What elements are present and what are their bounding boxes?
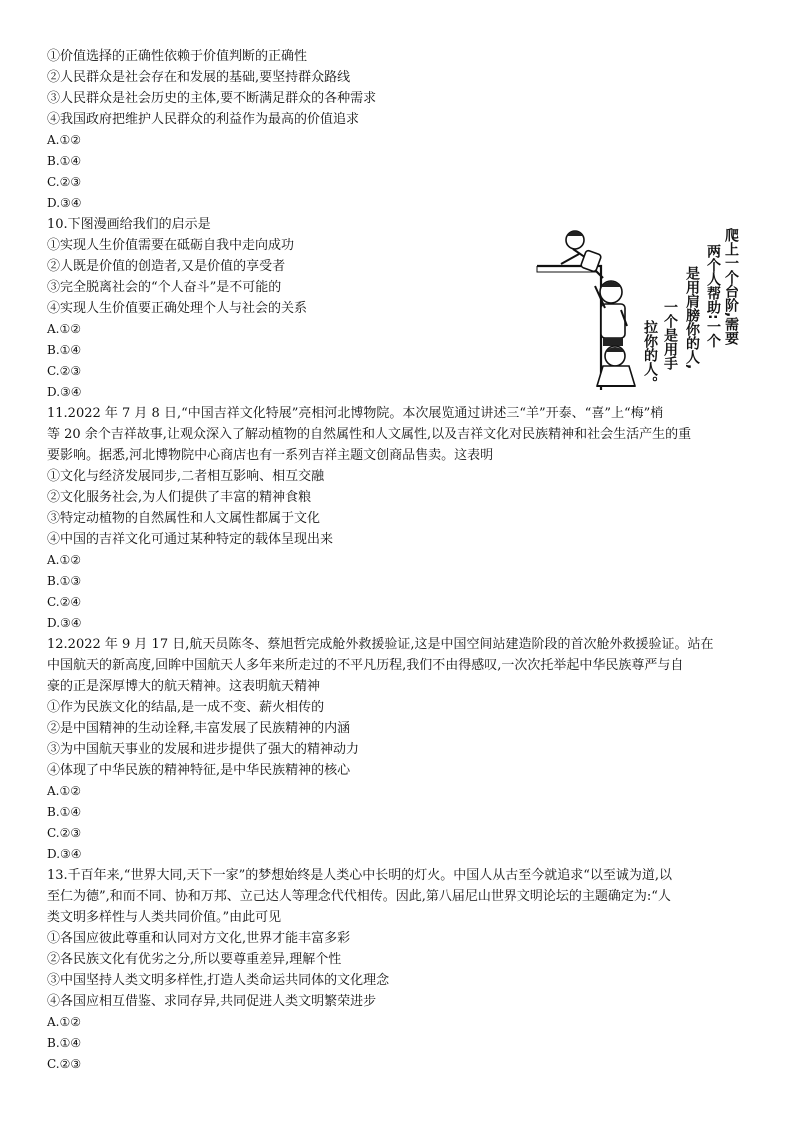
q10-option-a[interactable]: A.①② bbox=[47, 322, 81, 336]
q10-option-b[interactable]: B.①④ bbox=[47, 343, 82, 357]
question-9-items bbox=[47, 46, 762, 130]
cartoon-caption-col4: 一个是用手 bbox=[662, 300, 678, 370]
q12-option-b[interactable]: B.①④ bbox=[47, 805, 82, 819]
q11-option-c[interactable]: C.②④ bbox=[47, 595, 82, 609]
q10-item-3: ③完全脱离社会的“个人奋斗”是不可能的 bbox=[47, 280, 282, 295]
exam-page bbox=[47, 46, 762, 1075]
q13-option-a[interactable]: A.①② bbox=[47, 1015, 81, 1029]
q13-item-2: ②各民族文化有优劣之分,所以要尊重差异,理解个性 bbox=[47, 952, 342, 967]
q12-option-c[interactable]: C.②③ bbox=[47, 826, 82, 840]
q10-stem: 10.下图漫画给我们的启示是 bbox=[47, 217, 211, 232]
q9-option-c[interactable]: C.②③ bbox=[47, 175, 82, 189]
cartoon-drawing bbox=[531, 214, 746, 392]
q10-item-2: ②人既是价值的创造者,又是价值的享受者 bbox=[47, 259, 286, 274]
q10-option-d[interactable]: D.③④ bbox=[47, 385, 82, 399]
q13-stem-line1: 13.千百年来,“世界大同,天下一家”的梦想始终是人类心中长明的灯火。中国人从古至今就追求“以至诚为道,以 bbox=[47, 868, 673, 883]
q11-stem-line3: 要影响。据悉,河北博物院中心商店也有一系列吉祥主题文创商品售卖。这表明 bbox=[47, 448, 494, 463]
question-9-options bbox=[47, 130, 762, 214]
q13-stem-line3: 类文明多样性与人类共同价值。”由此可见 bbox=[47, 910, 282, 925]
q11-item-4: ④中国的吉祥文化可通过某种特定的载体呈现出来 bbox=[47, 532, 334, 547]
q9-item-2: ②人民群众是社会存在和发展的基础,要坚持群众路线 bbox=[47, 70, 351, 85]
q10-option-c[interactable]: C.②③ bbox=[47, 364, 82, 378]
question-13 bbox=[47, 865, 762, 1075]
q11-option-d[interactable]: D.③④ bbox=[47, 616, 82, 630]
q11-stem-line1: 11.2022 年 7 月 8 日,“中国吉祥文化特展”亮相河北博物院。本次展览通过讲述三“羊”开泰、“喜”上“梅”梢 bbox=[47, 406, 664, 421]
question-12 bbox=[47, 634, 762, 865]
cartoon-caption-col2: 两个人帮助:一个 bbox=[705, 244, 721, 348]
q13-item-1: ①各国应彼此尊重和认同对方文化,世界才能丰富多彩 bbox=[47, 931, 351, 946]
q10-item-1: ①实现人生价值需要在砥砺自我中走向成功 bbox=[47, 238, 295, 253]
q13-item-4: ④各国应相互借鉴、求同存异,共同促进人类文明繁荣进步 bbox=[47, 994, 377, 1009]
cartoon-illustration bbox=[531, 214, 746, 392]
q12-item-2: ②是中国精神的生动诠释,丰富发展了民族精神的内涵 bbox=[47, 721, 351, 736]
q12-option-a[interactable]: A.①② bbox=[47, 784, 81, 798]
q9-option-a[interactable]: A.①② bbox=[47, 133, 81, 147]
q12-item-3: ③为中国航天事业的发展和进步提供了强大的精神动力 bbox=[47, 742, 360, 757]
q10-item-4: ④实现人生价值要正确处理个人与社会的关系 bbox=[47, 301, 308, 316]
question-11 bbox=[47, 403, 762, 634]
q13-option-c[interactable]: C.②③ bbox=[47, 1057, 82, 1071]
q11-item-1: ①文化与经济发展同步,二者相互影响、相互交融 bbox=[47, 469, 325, 484]
q11-stem-line2: 等 20 余个吉祥故事,让观众深入了解动植物的自然属性和人文属性,以及吉祥文化对民族精神和社会生活产生的重 bbox=[47, 427, 692, 442]
cartoon-caption-col5: 拉你的人。 bbox=[642, 320, 658, 390]
q11-item-3: ③特定动植物的自然属性和人文属性都属于文化 bbox=[47, 511, 321, 526]
question-10 bbox=[47, 214, 762, 403]
q12-option-d[interactable]: D.③④ bbox=[47, 847, 82, 861]
q12-stem-line3: 豪的正是深厚博大的航天精神。这表明航天精神 bbox=[47, 679, 321, 694]
q11-option-b[interactable]: B.①③ bbox=[47, 574, 82, 588]
q13-option-b[interactable]: B.①④ bbox=[47, 1036, 82, 1050]
cartoon-caption-col1: 爬上一个台阶,需要 bbox=[723, 228, 739, 346]
q9-item-1: ①价值选择的正确性依赖于价值判断的正确性 bbox=[47, 49, 308, 64]
q9-item-3: ③人民群众是社会历史的主体,要不断满足群众的各种需求 bbox=[47, 91, 377, 106]
q12-stem-line2: 中国航天的新高度,回眸中国航天人多年来所走过的不平凡历程,我们不由得感叹,一次次托举起中华民族尊严与自 bbox=[47, 658, 684, 673]
q9-item-4: ④我国政府把维护人民群众的利益作为最高的价值追求 bbox=[47, 112, 360, 127]
q13-item-3: ③中国坚持人类文明多样性,打造人类命运共同体的文化理念 bbox=[47, 973, 390, 988]
cartoon-caption-col3: 是用肩膀你的人, bbox=[684, 266, 700, 370]
q12-item-1: ①作为民族文化的结晶,是一成不变、薪火相传的 bbox=[47, 700, 325, 715]
q13-stem-line2: 至仁为德”,和而不同、协和万邦、立己达人等理念代代相传。因此,第八届尼山世界文明论坛的主题确定为:“人 bbox=[47, 889, 671, 904]
q12-stem-line1: 12.2022 年 9 月 17 日,航天员陈冬、蔡旭哲完成舱外救援验证,这是中国空间站建造阶段的首次舱外救援验证。站在 bbox=[47, 637, 714, 652]
q9-option-d[interactable]: D.③④ bbox=[47, 196, 82, 210]
q9-option-b[interactable]: B.①④ bbox=[47, 154, 82, 168]
q11-option-a[interactable]: A.①② bbox=[47, 553, 81, 567]
q11-item-2: ②文化服务社会,为人们提供了丰富的精神食粮 bbox=[47, 490, 312, 505]
q12-item-4: ④体现了中华民族的精神特征,是中华民族精神的核心 bbox=[47, 763, 351, 778]
